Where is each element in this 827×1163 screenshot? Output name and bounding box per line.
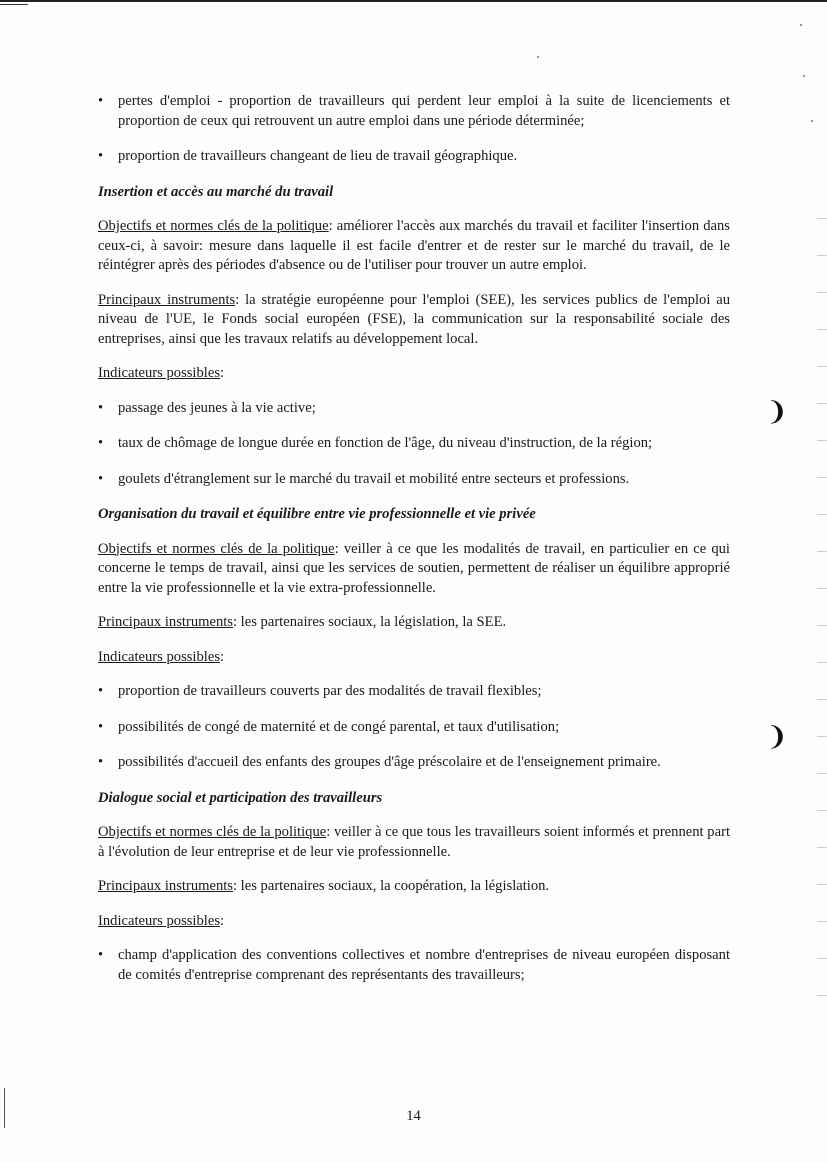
bullet-item [98,753,730,773]
paragraph-text: : [220,648,225,665]
paragraph [98,877,730,897]
paragraph [98,613,730,633]
scan-top-rule [0,0,827,2]
bullet-text: champ d'application des conventions collectives et nombre d'entreprises de niveau européen disposant de comités d'entreprise comprenant des représentants des travailleurs; [118,947,730,983]
bullet-dot-icon: • [98,683,104,699]
scan-speck [811,120,813,122]
bullet-dot-icon: • [98,435,104,451]
paragraph [98,217,730,276]
scan-speck [800,24,802,26]
paragraph [98,540,730,599]
paragraph-label: Objectifs et normes clés de la politique [98,540,335,557]
bullet-dot-icon: • [98,947,104,963]
paragraph-label: Principaux instruments [98,291,236,308]
binder-hole-top-icon: ❩ [766,397,788,427]
paragraph-text: : améliorer l'accès aux marchés du travail et faciliter l'insertion dans ceux-ci, à savoir: mesure dans laquelle il est facile d'entrer et de rester sur le marché du travail, de le réintégrer après des périodes d'absence ou de l'utiliser pour trouver un autre emploi. [98,218,730,273]
paragraph-label: Objectifs et normes clés de la politique [98,824,327,840]
bullet-item [98,434,730,454]
bullet-text: possibilités d'accueil des enfants des groupes d'âge préscolaire et de l'enseignement primaire. [118,754,661,770]
bullet-item [98,147,730,167]
paragraph [98,648,730,668]
paragraph-label: Indicateurs possibles [98,365,220,381]
bullet-text: proportion de travailleurs changeant de lieu de travail géographique. [118,148,518,164]
binder-hole-bottom-icon: ❩ [766,722,788,752]
scan-edge-noise [817,200,827,1000]
bullet-dot-icon: • [98,718,104,735]
bullet-item [98,92,730,131]
paragraph-text: : les partenaires sociaux, la coopération, la législation. [232,878,550,894]
bullet-text: goulets d'étranglement sur le marché du travail et mobilité entre secteurs et professions. [118,470,630,487]
bullet-dot-icon: • [98,470,104,487]
paragraph-label: Principaux instruments [98,878,233,894]
bullet-dot-icon: • [98,148,104,164]
paragraph-text: : veiller à ce que les modalités de travail, en particulier en ce qui concerne le temps de travail, ainsi que les services de soutien, permettent de réaliser un équilibre approprié entre la vie professionnelle et la vie extra-professionnelle. [98,540,730,596]
bullet-item [98,946,730,985]
bullet-dot-icon: • [98,754,104,770]
bullet-text: possibilités de congé de maternité et de congé parental, et taux d'utilisation; [118,718,560,735]
bullet-text: taux de chômage de longue durée en fonction de l'âge, du niveau d'instruction, de la région; [118,435,653,451]
paragraph-text: : [220,912,225,929]
bullet-text: proportion de travailleurs couverts par des modalités de travail flexibles; [118,683,542,699]
bullet-dot-icon: • [98,93,104,109]
paragraph-text: : la stratégie européenne pour l'emploi (SEE), les services publics de l'emploi au niveau de l'UE, le Fonds social européen (FSE), la communication sur la responsabilité sociale des entreprises, ainsi que les travaux relatifs au développement local. [98,291,731,347]
document-body [98,92,730,1001]
page-number: 14 [406,1108,421,1124]
bullet-item [98,470,730,490]
paragraph [98,291,730,350]
bullet-item [98,682,730,702]
paragraph-label: Objectifs et normes clés de la politique [98,218,329,234]
section-heading: Dialogue social et participation des travailleurs [98,789,383,806]
section-heading: Insertion et accès au marché du travail [98,183,334,200]
paragraph-label: Principaux instruments [98,614,233,630]
bullet-dot-icon: • [98,399,104,416]
scan-top-mark [0,4,28,5]
paragraph [98,823,730,862]
bullet-item [98,399,730,419]
section-heading: Organisation du travail et équilibre entre vie professionnelle et vie privée [98,506,536,522]
paragraph-text: : les partenaires sociaux, la législation, la SEE. [232,614,507,630]
scan-speck [537,56,539,58]
bullet-text: pertes d'emploi - proportion de travailleurs qui perdent leur emploi à la suite de licenciements et proportion de ceux qui retrouvent un autre emploi dans une période déterminée; [118,93,730,129]
paragraph-label: Indicateurs possibles [98,648,220,665]
paragraph-text: : veiller à ce que tous les travailleurs soient informés et prennent part à l'évolution de leur entreprise et de leur vie professionnelle. [98,824,730,860]
paragraph [98,364,730,384]
paragraph-label: Indicateurs possibles [98,912,220,929]
paragraph-text: : [220,365,225,381]
paragraph [98,912,730,932]
bullet-text: passage des jeunes à la vie active; [118,399,316,416]
bullet-item [98,718,730,738]
scan-speck [803,75,805,77]
